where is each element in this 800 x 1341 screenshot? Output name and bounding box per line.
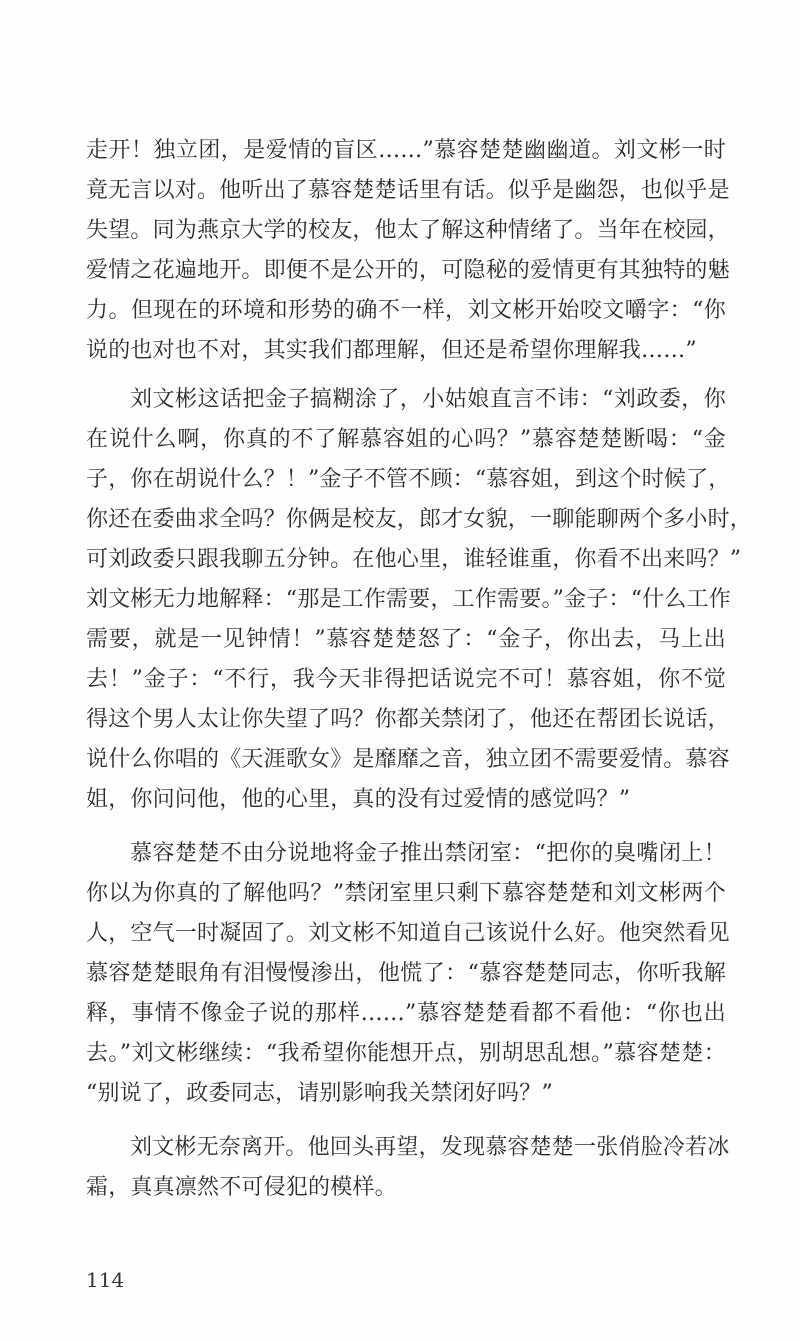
text-line: 力。但现在的环境和形势的确不一样，刘文彬开始咬文嚼字：“你 (86, 298, 726, 323)
text-line: 可刘政委只跟我聊五分钟。在他心里，谁轻谁重，你看不出来吗？” (86, 547, 742, 572)
paragraph (86, 131, 730, 371)
paragraph (86, 834, 730, 1114)
text-line: 释，事情不像金子说的那样……”慕容楚楚看都不看他：“你也出 (86, 1001, 726, 1026)
text-line: 子，你在胡说什么？！”金子不管不顾：“慕容姐，到这个时候了， (86, 467, 731, 492)
text-line: 霜，真真凛然不可侵犯的模样。 (86, 1175, 397, 1200)
scan-speck (508, 1316, 514, 1318)
text-line: 说的也对也不对，其实我们都理解，但还是希望你理解我……” (86, 338, 697, 363)
paragraph (86, 380, 753, 820)
text-line: 刘文彬无奈离开。他回头再望，发现慕容楚楚一张俏脸冷若冰 (130, 1135, 730, 1160)
text-line: “别说了，政委同志，请别影响我关禁闭好吗？” (86, 1081, 553, 1106)
text-line: 去。”刘文彬继续：“我希望你能想开点，别胡思乱想。”慕容楚楚： (86, 1041, 726, 1066)
text-line: 刘文彬这话把金子搞糊涂了，小姑娘直言不讳：“刘政委，你 (130, 387, 726, 412)
text-line: 需要，就是一见钟情！”慕容楚楚怒了：“金子，你出去，马上出 (86, 627, 726, 652)
paragraph (86, 1128, 730, 1208)
text-line: 慕容楚楚不由分说地将金子推出禁闭室：“把你的臭嘴闭上！ (130, 841, 726, 866)
text-line: 去！”金子：“不行，我今天非得把话说完不可！慕容姐，你不觉 (86, 667, 726, 692)
text-line: 慕容楚楚眼角有泪慢慢渗出，他慌了：“慕容楚楚同志，你听我解 (86, 961, 726, 986)
text-line: 姐，你问问他，他的心里，真的没有过爱情的感觉吗？” (86, 787, 631, 812)
text-line: 你还在委曲求全吗？你俩是校友，郎才女貌，一聊能聊两个多小时， (86, 507, 753, 532)
text-line: 说什么你唱的《天涯歌女》是靡靡之音，独立团不需要爱情。慕容 (86, 747, 730, 772)
page-number: 114 (86, 1268, 125, 1292)
text-line: 刘文彬无力地解释：“那是工作需要，工作需要。”金子：“什么工作 (86, 587, 731, 612)
body-text (86, 131, 753, 1208)
text-line: 爱情之花遍地开。即便不是公开的，可隐秘的爱情更有其独特的魅 (86, 258, 730, 283)
text-line: 竟无言以对。他听出了慕容楚楚话里有话。似乎是幽怨，也似乎是 (86, 178, 730, 203)
text-line: 得这个男人太让你失望了吗？你都关禁闭了，他还在帮团长说话， (86, 707, 730, 732)
text-line: 失望。同为燕京大学的校友，他太了解这种情绪了。当年在校园， (86, 218, 730, 243)
text-line: 在说什么啊，你真的不了解慕容姐的心吗？”慕容楚楚断喝：“金 (86, 427, 726, 452)
text-line: 你以为你真的了解他吗？”禁闭室里只剩下慕容楚楚和刘文彬两个 (86, 881, 726, 906)
text-line: 走开！独立团，是爱情的盲区……”慕容楚楚幽幽道。刘文彬一时 (86, 138, 726, 163)
text-line: 人，空气一时凝固了。刘文彬不知道自己该说什么好。他突然看见 (86, 921, 730, 946)
